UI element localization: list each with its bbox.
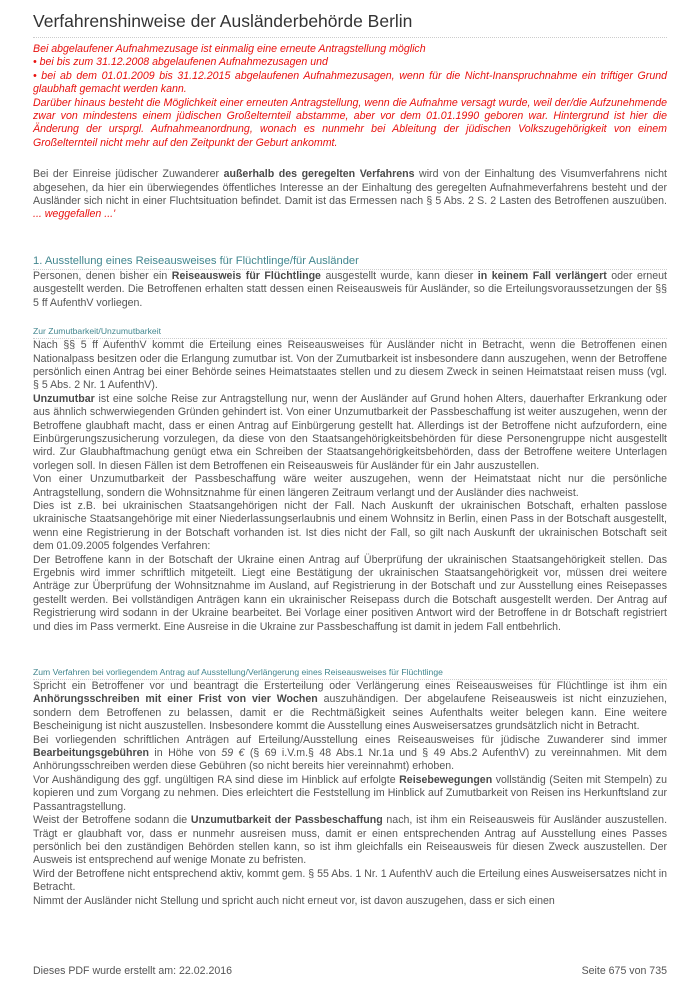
text: Vor Aushändigung des ggf. ungültigen RA sind diese im Hinblick auf erfolgte [33, 773, 400, 786]
page-footer [33, 965, 667, 977]
section1-paragraph [33, 270, 667, 310]
paragraph [33, 774, 667, 814]
paragraph [33, 814, 667, 868]
page-title: Verfahrenshinweise der Ausländerbehörde Berlin [33, 10, 667, 38]
notice-line: • bei ab dem 01.01.2009 bis 31.12.2015 abgelaufenen Aufnahmezusagen, wenn für die Nicht-Inanspruchnahme ein triftiger Grund glaubhaft gemacht werden kann. [33, 69, 667, 96]
created-date: Dieses PDF wurde erstellt am: 22.02.2016 [33, 965, 233, 977]
text: Spricht ein Betroffener vor und beantragt die Ersterteilung oder Verlängerung eines Reiseausweises für Flüchtlinge ist ihm ein [33, 680, 667, 693]
text: in Höhe von [148, 747, 222, 760]
bold-text: Reisebewegungen [399, 773, 493, 786]
paragraph: Nach §§ 5 ff AufenthV kommt die Erteilung eines Reiseausweises für Ausländer nicht in Betracht, wenn die Betroffenen einen Nationalpass besitzen oder die Erlangung zumutbar ist. Von der Zumutbarkeit ist insbesondere dann auszugehen, wenn der Betroffene persönlich einen Antrag bei einer Behörde seines Heimatstaates stellen und zu diesem Zweck in seinen Heimatstaat reisen muss (vgl. § 5 Abs. 2 Nr. 1 AufenthV). [33, 339, 667, 392]
bold-text: in keinem Fall verlängert [477, 269, 607, 282]
bold-text: Anhörungsschreiben mit einer Frist von vier Wochen [33, 693, 318, 706]
paragraph [33, 680, 667, 734]
text: ausgestellt wurde, kann dieser [320, 269, 478, 282]
text: auszuhändigen. Der abgelaufene Reiseausweis ist nicht einzuziehen, sondern dem Betroffenen zu belassen, damit er die Rechtmäßigkeit seines Aufenthalts weiter belegen kann. Eine weitere Bescheinigung ist nicht auszustellen. Insbesondere kommt die Ausstellung eines Ausweisersatzes grundsätzlich nicht in Betracht. [33, 693, 667, 733]
page-number: Seite 675 von 735 [581, 965, 667, 977]
text: vollständig (Seiten mit Stempeln) zu kopieren und zum Vorgang zu nehmen. Dies erleichtert die Feststellung im Hinblick auf Zumutbarkeit von Reisen ins Herkunftsland zur Passantragstellung. [33, 773, 667, 813]
text: Personen, denen bisher ein [33, 269, 172, 282]
text: (§ 69 i.V.m.§ 48 Abs.1 Nr.1a und § 49 Abs.2 AufenthV) zu vereinnahmen. Mit dem Anhörungsschreiben werden diese Gebühren (so nicht bereits hier vereinnahmt) erhoben. [33, 747, 667, 773]
bold-text: Unzumutbarkeit der Passbeschaffung [190, 814, 383, 827]
paragraph: Wird der Betroffene nicht entsprechend aktiv, kommt gem. § 55 Abs. 1 Nr. 1 AufenthV auch die Erteilung eines Ausweisersatzes nicht in Betracht. [33, 867, 667, 894]
notice-line: • bei bis zum 31.12.2008 abgelaufenen Aufnahmezusagen und [33, 56, 328, 69]
bold-text: außerhalb des geregelten Verfahrens [223, 168, 415, 181]
paragraph [33, 734, 667, 774]
document-page [33, 10, 667, 908]
intro-paragraph [33, 168, 667, 222]
paragraph: Der Betroffene kann in der Botschaft der Ukraine einen Antrag auf Überprüfung der ukrainischen Staatsangehörigkeit stellen. Das Ergebnis wird immer schriftlich mitgeteilt. Liegt eine Bestätigung der ukrainischen Staatsangehörigkeit vor, müssen drei weitere Anträge zur Überprüfung der Wohnsitznahme im Ausland, auf Registrierung in der Botschaft und zur Ausstellung eines Reisepasses gestellt werden. Bei vollständigen Anträgen kann ein ukrainischer Reisepass durch die Botschaft ausgestellt werden. Der Antrag auf Registrierung wird sodann in der Ukraine bearbeitet. Bei Vorlage einer positiven Antwort wird der Betroffene in dr Botschaft registriert und dies im Pass vermerkt. Eine Ausreise in die Ukraine zur Passbeschaffung ist damit in jedem Fall entbehrlich. [33, 553, 667, 633]
subsection-heading: Zum Verfahren bei vorliegendem Antrag auf Ausstellung/Verlängerung eines Reiseausweises für Flüchtlinge [33, 667, 667, 680]
text: wird von der Einhaltung des Visumverfahrens nicht abgesehen, da hier ein überwiegendes öffentliches Interesse an der Einhaltung des geregelten Aufnahmeverfahrens besteht und der Ausländer sich nicht in einer Fluchtsituation befindet. Damit ist das Ermessen nach § 5 Abs. 2 S. 2 Lasten des Betroffenen auszuüben. [33, 168, 667, 208]
subsection-heading: Zur Zumutbarkeit/Unzumutbarkeit [33, 326, 667, 339]
fee-amount: 59 € [221, 747, 250, 760]
notice-block [33, 43, 667, 150]
notice-line: Darüber hinaus besteht die Möglichkeit einer erneuten Antragstellung, wenn die Aufnahme versagt wurde, weil der/die Aufzunehmende zwar von mindestens einem jüdischen Großelternteil abstamme, aber vor dem 01.01.1990 geboren war. Hintergrund ist hier die Änderung der ursprgl. Aufnahmeanordnung, wonach es nunmehr bei Ableitung der jüdischen Volkszugehörigkeit von einem Großelternteil nicht mehr auf den Zeitpunkt der Geburt ankommt. [33, 96, 667, 149]
paragraph: Nimmt der Ausländer nicht Stellung und spricht auch nicht erneut vor, ist davon auszugehen, dass er sich einen [33, 894, 555, 907]
section-heading: 1. Ausstellung eines Reiseausweises für Flüchtlinge/für Ausländer [33, 254, 667, 270]
paragraph: Von einer Unzumutbarkeit der Passbeschaffung wäre weiter auszugehen, wenn der Heimatstaat nicht nur die persönliche Antragstellung, sondern die Wohnsitznahme für einen längeren Zeitraum verlangt und der Ausländer dies nachweist. [33, 473, 667, 499]
bold-text: Bearbeitungsgebühren [33, 747, 149, 760]
paragraph [33, 393, 667, 473]
text: ist eine solche Reise zur Antragstellung nur, wenn der Ausländer auf Grund hohen Alters, dauerhafter Erkrankung oder aus ähnlich schwerwiegenden Gründen gehindert ist. Von einer Unzumutbarkeit der Passbeschaffung ist weiter auszugehen, wenn der Betroffene glaubhaft macht, dass er einen Antrag auf Einbürgerung gestellt hat. Allerdings ist der Betroffene nicht aufzufordern, eine Einbürgerungszusicherung vorzulegen, da diese von den Staatsangehörigkeitsbehörden für diese Personengruppe nicht ausgestellt wird. Zur Glaubhaftmachung genügt etwa ein Schreiben der Staatsangehörigkeitsbehörden, dass der Betroffene weitere Unterlagen vorlegen soll. In diesen Fällen ist dem Betroffenen ein Reiseausweis für Ausländer für ein Jahr auszustellen. [33, 392, 667, 472]
paragraph: Dies ist z.B. bei ukrainischen Staatsangehörigen nicht der Fall. Nach Auskunft der ukrainischen Botschaft, erhalten passlose ukrainische Staatsangehörige mit einer Niederlassungserlaubnis und einem Wohnsitz in Berlin, einen Pass in der Botschaft ausgestellt, wenn eine Registrierung in der Botschaft vorhanden ist. Ist dies nicht der Fall, so gilt nach Auskunft der ukrainischen Botschaft seit dem 01.09.2005 folgendes Verfahren: [33, 499, 667, 553]
text: nach, ist ihm ein Reiseausweis für Ausländer auszustellen. Trägt er glaubhaft vor, dass er nunmehr ausreisen muss, damit er einen entsprechenden Antrag auf Ausstellung eines Passes persönlich bei den zuständigen Behörden stellen kann, so ist ihm gleichfalls ein Reiseausweis für diesen Zweck auszustellen. Der Ausweis ist entsprechend auf wenige Monate zu befristen. [33, 814, 668, 867]
text: Weist der Betroffene sodann die [33, 814, 191, 827]
text: oder erneut ausgestellt werden. Die Betroffenen erhalten statt dessen einen Reiseausweis für Ausländer, so die Erteilungsvoraussetzungen der §§ 5 ff AufenthV vorliegen. [33, 269, 667, 309]
bold-text: Unzumutbar [33, 392, 95, 405]
removed-note: ... weggefallen ...' [33, 208, 116, 221]
text: Bei der Einreise jüdischer Zuwanderer [33, 168, 224, 181]
notice-line: Bei abgelaufener Aufnahmezusage ist einmalig eine erneute Antragstellung möglich [33, 43, 426, 55]
text: Bei vorliegenden schriftlichen Anträgen auf Erteilung/Ausstellung eines Reiseausweises für jüdische Zuwanderer sind immer [33, 733, 667, 746]
bold-text: Reiseausweis für Flüchtlinge [171, 269, 321, 282]
